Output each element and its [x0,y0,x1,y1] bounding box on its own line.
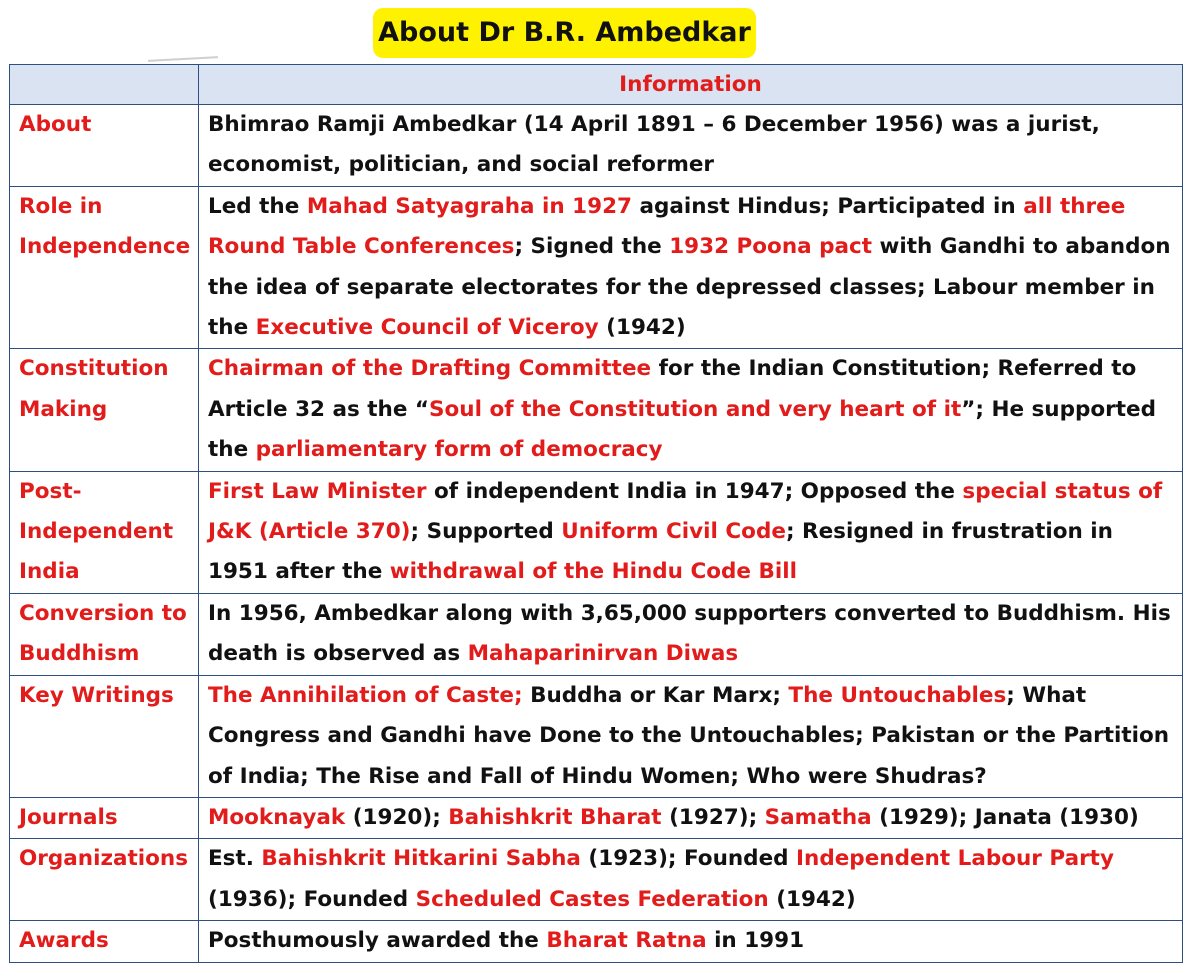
header-cell-label [10,65,199,105]
highlighted-text: Uniform Civil Code [561,519,786,545]
description-text: (1929); Janata (1930) [871,804,1139,830]
highlighted-text: Bahishkrit Hitkarini Sabha [261,846,581,872]
description-text: for the Indian Constitution; Referred to Article 32 as the “ [208,356,1137,422]
highlighted-text: Independent Labour Party [796,846,1114,872]
description-text: against Hindus; Participated in [632,193,1024,219]
description-text: Buddha or Kar Marx; [522,682,789,708]
highlighted-text: Samatha [764,804,872,830]
row-description [199,921,1183,962]
title-area [0,0,1200,64]
row-label: Role in Independence [10,186,199,349]
highlighted-text: Mooknayak [208,804,346,830]
description-text: (1942) [768,886,856,912]
header-cell-information: Information [199,65,1183,105]
highlighted-text: The Untouchables [788,682,1007,708]
description-text: ; What Congress and Gandhi have Done to the Untouchables; Pakistan or the Partition of India; The Rise and Fall of Hindu Women; Who were Shudras? [208,682,1170,789]
table-row [10,675,1183,797]
row-label: Post-Independent India [10,471,199,593]
highlighted-text: First Law Minister [208,478,427,504]
description-text: Est. [208,846,262,872]
description-text: ; Supported [410,519,562,545]
highlighted-text: Mahaparinirvan Diwas [467,641,739,667]
table-row [10,839,1183,921]
description-text: (1923); Founded [580,846,797,872]
row-label: Conversion to Buddhism [10,593,199,675]
highlighted-text: 1932 Poona pact [669,234,873,260]
row-label: Organizations [10,839,199,921]
row-label: Journals [10,797,199,838]
table-row [10,471,1183,593]
decorative-line [148,56,218,62]
info-table [9,64,1183,963]
description-text: (1942) [598,315,686,341]
row-description [199,186,1183,349]
description-text: in 1991 [706,928,805,954]
description-text: ; Signed the [514,234,670,260]
description-text: (1936); Founded [208,886,416,912]
description-text: Led the [208,193,307,219]
highlighted-text: Scheduled Castes Federation [415,886,769,912]
row-label: Awards [10,921,199,962]
row-description [199,471,1183,593]
highlighted-text: special status of J&K (Article 370) [208,478,1163,545]
table-row [10,349,1183,471]
highlighted-text: Bharat Ratna [546,928,707,954]
description-text: Posthumously awarded the [208,928,547,954]
description-text: ; Resigned in frustration in 1951 after the [208,519,1113,585]
highlighted-text: Soul of the Constitution and very heart of it [429,396,962,422]
highlighted-text: withdrawal of the Hindu Code Bill [389,559,797,585]
highlighted-text: Mahad Satyagraha in 1927 [306,193,632,219]
row-description [199,593,1183,675]
row-label: About [10,105,199,187]
highlighted-text: Bahishkrit Bharat [448,804,662,830]
highlighted-text: Chairman of the Drafting Committee [208,356,652,382]
highlighted-text: parliamentary form of democracy [255,437,663,463]
description-text: ”; He supported the [208,396,1157,463]
highlighted-text: Executive Council of Viceroy [255,315,599,341]
row-label: Constitution Making [10,349,199,471]
highlighted-text: all three Round Table Conferences [208,193,1126,260]
row-description [199,349,1183,471]
page-title: About Dr B.R. Ambedkar [373,8,756,58]
table-row [10,921,1183,962]
row-description [199,839,1183,921]
description-text: of independent India in 1947; Opposed the [426,478,963,504]
description-text: In 1956, Ambedkar along with 3,65,000 supporters converted to Buddhism. His death is observed as [208,600,1171,667]
description-text: with Gandhi to abandon the idea of separate electorates for the depressed classes; Labour member in the [208,234,1171,341]
table-body [10,105,1183,963]
highlighted-text: The Annihilation of Caste; [208,682,523,708]
table-row [10,797,1183,838]
description-text: Bhimrao Ramji Ambedkar (14 April 1891 – 6 December 1956) was a jurist, economist, politician, and social reformer [208,112,1100,178]
table-row [10,186,1183,349]
description-text: (1927); [661,804,765,830]
table-row [10,593,1183,675]
row-label: Key Writings [10,675,199,797]
table-row [10,105,1183,187]
description-text: (1920); [345,804,449,830]
row-description [199,105,1183,187]
table-header-row [10,65,1183,105]
row-description [199,797,1183,838]
row-description [199,675,1183,797]
